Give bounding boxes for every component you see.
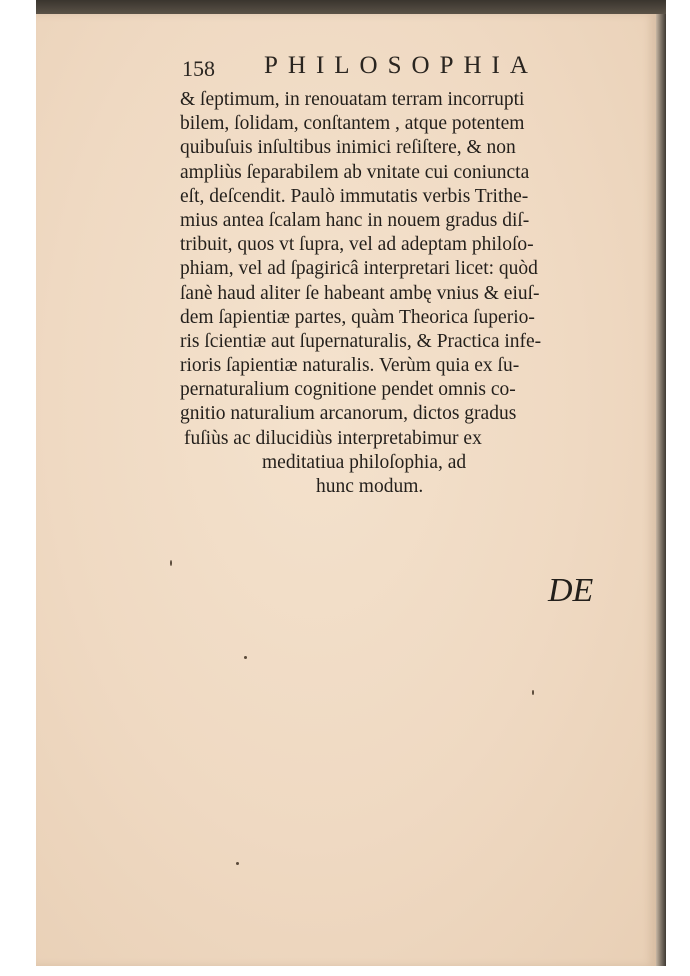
text-line: rioris ſapientiæ naturalis. Verùm quia ex ſu- (180, 355, 520, 377)
text-line: phiam, vel ad ſpagiricâ interpretari licet: quòd (180, 258, 538, 280)
running-head: PHILOSOPHIA (264, 52, 538, 79)
text-line: ris ſcientiæ aut ſupernaturalis, & Practica infe- (180, 330, 542, 352)
text-line: ampliùs ſeparabilem ab vnitate cui coniuncta (180, 161, 530, 183)
paper-speck (236, 862, 239, 865)
text-line: ſanè haud aliter ſe habeant ambę vnius & eiuſ- (180, 282, 540, 304)
body-text (180, 88, 630, 499)
text-line: quibuſuis inſultibus inimici reſiſtere, & non (180, 137, 516, 159)
text-line: meditatiua philoſophia, ad (262, 451, 467, 473)
catchword: DE (548, 572, 594, 609)
text-line: & ſeptimum, in renouatam terram incorrupti (180, 89, 525, 110)
paper-speck (244, 656, 247, 659)
text-line: fuſiùs ac dilucidiùs interpretabimur ex (184, 427, 482, 449)
text-line: eſt, deſcendit. Paulò immutatis verbis Trithe- (180, 185, 529, 207)
text-line: gnitio naturalium arcanorum, dictos gradus (180, 403, 517, 425)
text-line: tribuit, quos vt ſupra, vel ad adeptam philoſo- (180, 234, 534, 256)
text-line: pernaturalium cognitione pendet omnis co- (180, 379, 516, 401)
text-line: dem ſapientiæ partes, quàm Theorica ſuperio- (180, 306, 535, 328)
text-line: bilem, ſolidam, conſtantem , atque potentem (180, 113, 525, 135)
text-line: hunc modum. (316, 476, 424, 497)
paper-speck (532, 690, 534, 695)
book-spine-edge (656, 14, 666, 966)
text-line: mius antea ſcalam hanc in nouem gradus diſ- (180, 209, 530, 231)
page-number: 158 (182, 56, 215, 81)
paper-speck (170, 560, 172, 566)
page-header (182, 50, 562, 86)
